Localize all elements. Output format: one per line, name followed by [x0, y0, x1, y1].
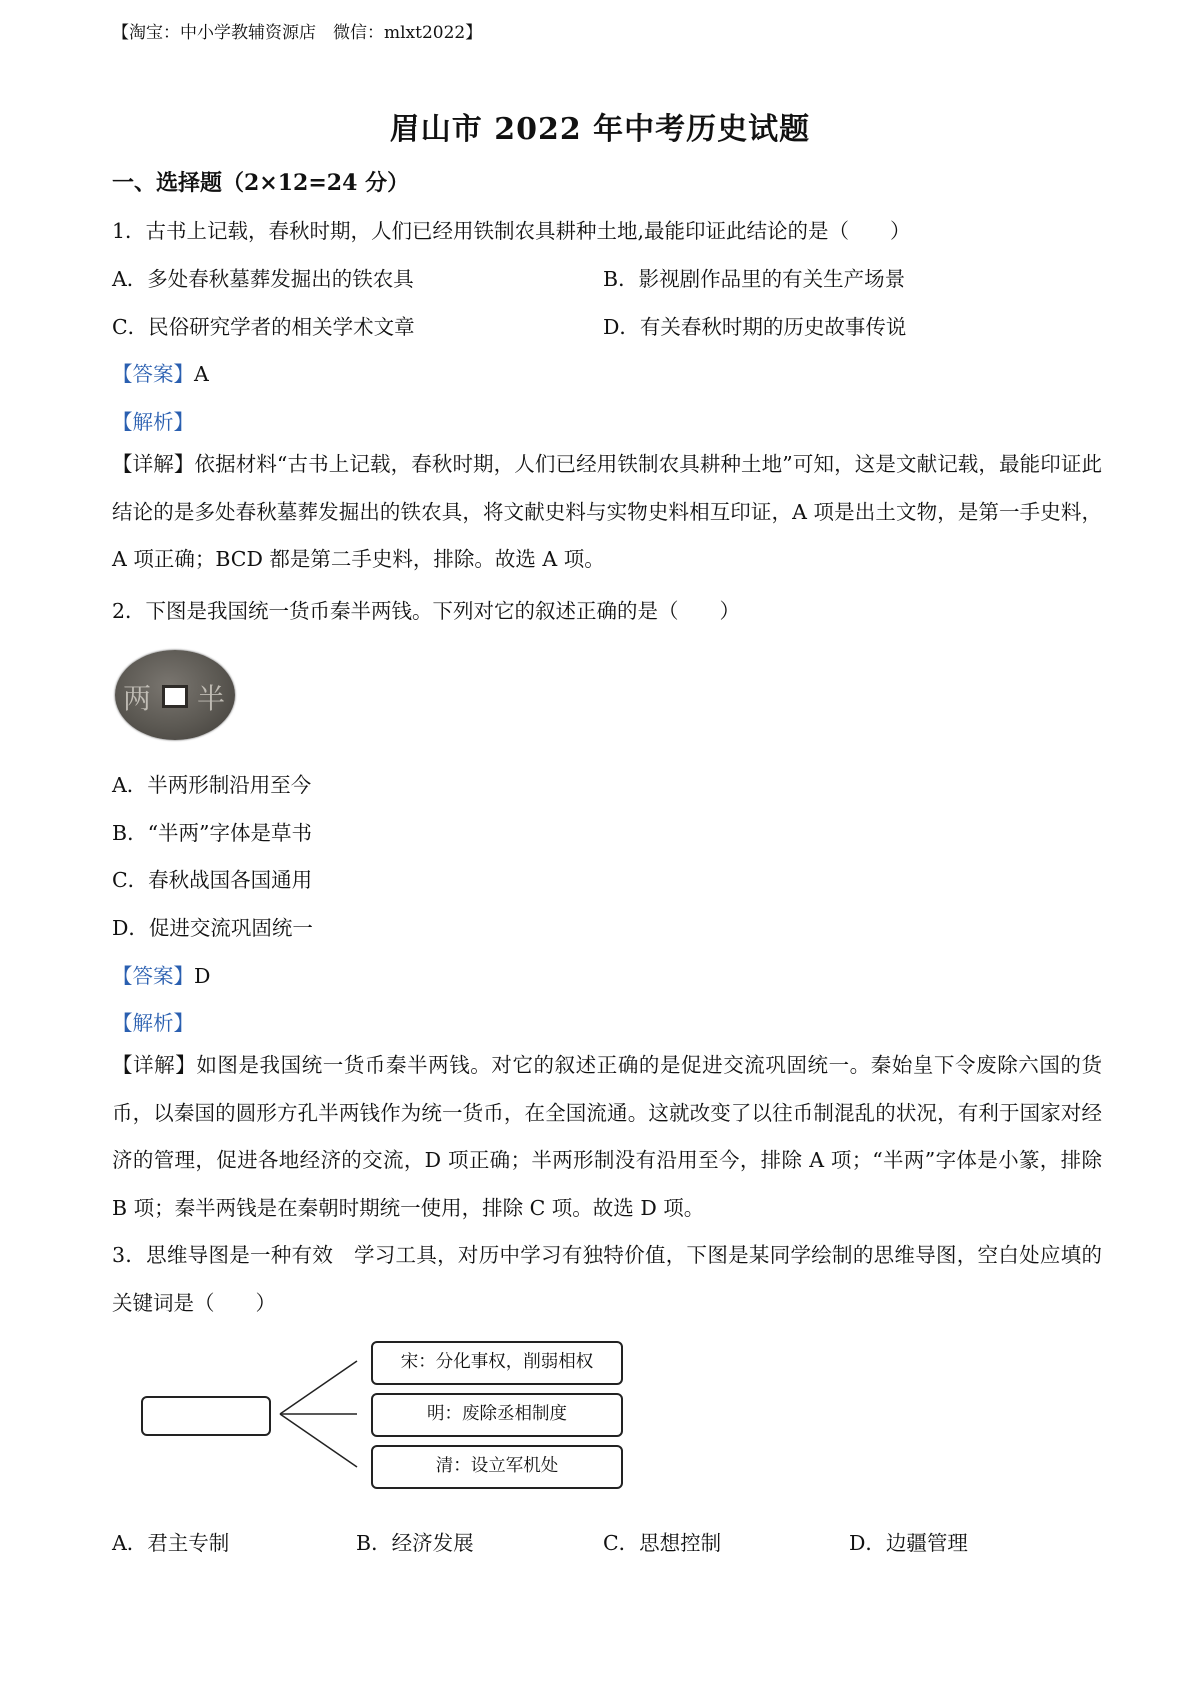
page-header: 【淘宝：中小学教辅资源店 微信：mlxt2022】 — [112, 23, 483, 43]
q3-option-b: B．经济发展 — [356, 1531, 474, 1555]
q2-analysis-label: 【解析】 — [112, 1011, 194, 1035]
q3-stem: 3．思维导图是一种有效 学习工具，对历中学习有独特价值，下图是某同学绘制的思维导图，空白处应填的关键词是（ ） — [112, 1243, 1102, 1315]
q1-analysis-label: 【解析】 — [112, 410, 194, 434]
detail-text: 如图是我国统一货币秦半两钱。对它的叙述正确的是促进交流巩固统一。秦始皇下令废除六国的货币，以秦国的圆形方孔半两钱作为统一货币，在全国流通。这就改变了以往币制混乱的状况，有利于国家对经济的管理，促进各地经济的交流，D 项正确；半两形制没有沿用至今，排除 A 项；“半两”字体是小篆，排除 B 项；秦半两钱是在秦朝时期统一使用，排除 C 项。故选 D 项。 — [112, 1053, 1103, 1220]
section-heading: 一、选择题（2×12=24 分） — [112, 170, 410, 196]
q3-option-a: A．君主专制 — [112, 1531, 230, 1555]
q3-option-c: C．思想控制 — [603, 1531, 722, 1555]
q2-stem: 2．下图是我国统一货币秦半两钱。下列对它的叙述正确的是（ ） — [112, 599, 741, 623]
q2-option-c: C．春秋战国各国通用 — [112, 868, 313, 892]
q1-option-b: B．影视剧作品里的有关生产场景 — [603, 267, 906, 291]
q1-stem: 1．古书上记载，春秋时期，人们已经用铁制农具耕种土地,最能印证此结论的是（ ） — [112, 219, 911, 243]
answer-value: D — [194, 964, 211, 988]
answer-value: A — [194, 362, 209, 386]
detail-text: 依据材料“古书上记载，春秋时期，人们已经用铁制农具耕种土地”可知，这是文献记载，最能印证此结论的是多处春秋墓葬发掘出的铁农具，将文献史料与实物史料相互印证，A 项是出土文物，是第一手史料，A 项正确；BCD 都是第二手史料，排除。故选 A 项。 — [112, 452, 1102, 571]
answer-label: 【答案】 — [112, 362, 194, 386]
detail-label: 【详解】 — [112, 452, 195, 476]
q2-option-b: B．“半两”字体是草书 — [112, 821, 313, 845]
mind-map-item-ming: 明：废除丞相制度 — [371, 1393, 623, 1437]
page-title: 眉山市 2022 年中考历史试题 — [389, 112, 811, 147]
q1-option-d: D．有关春秋时期的历史故事传说 — [603, 315, 907, 339]
q2-option-a: A．半两形制沿用至今 — [112, 773, 312, 797]
q3-option-d: D．边疆管理 — [849, 1531, 968, 1555]
answer-label: 【答案】 — [112, 964, 194, 988]
q2-option-d: D．促进交流巩固统一 — [112, 916, 313, 940]
mind-map-item-song: 宋：分化事权，削弱相权 — [371, 1341, 623, 1385]
mind-map-item-qing: 清：设立军机处 — [371, 1445, 623, 1489]
q1-option-a: A．多处春秋墓葬发掘出的铁农具 — [112, 267, 414, 291]
coin-char-left: 两 — [123, 682, 152, 715]
q1-option-c: C．民俗研究学者的相关学术文章 — [112, 315, 415, 339]
detail-label: 【详解】 — [112, 1053, 197, 1077]
coin-char-right: 半 — [197, 682, 226, 715]
